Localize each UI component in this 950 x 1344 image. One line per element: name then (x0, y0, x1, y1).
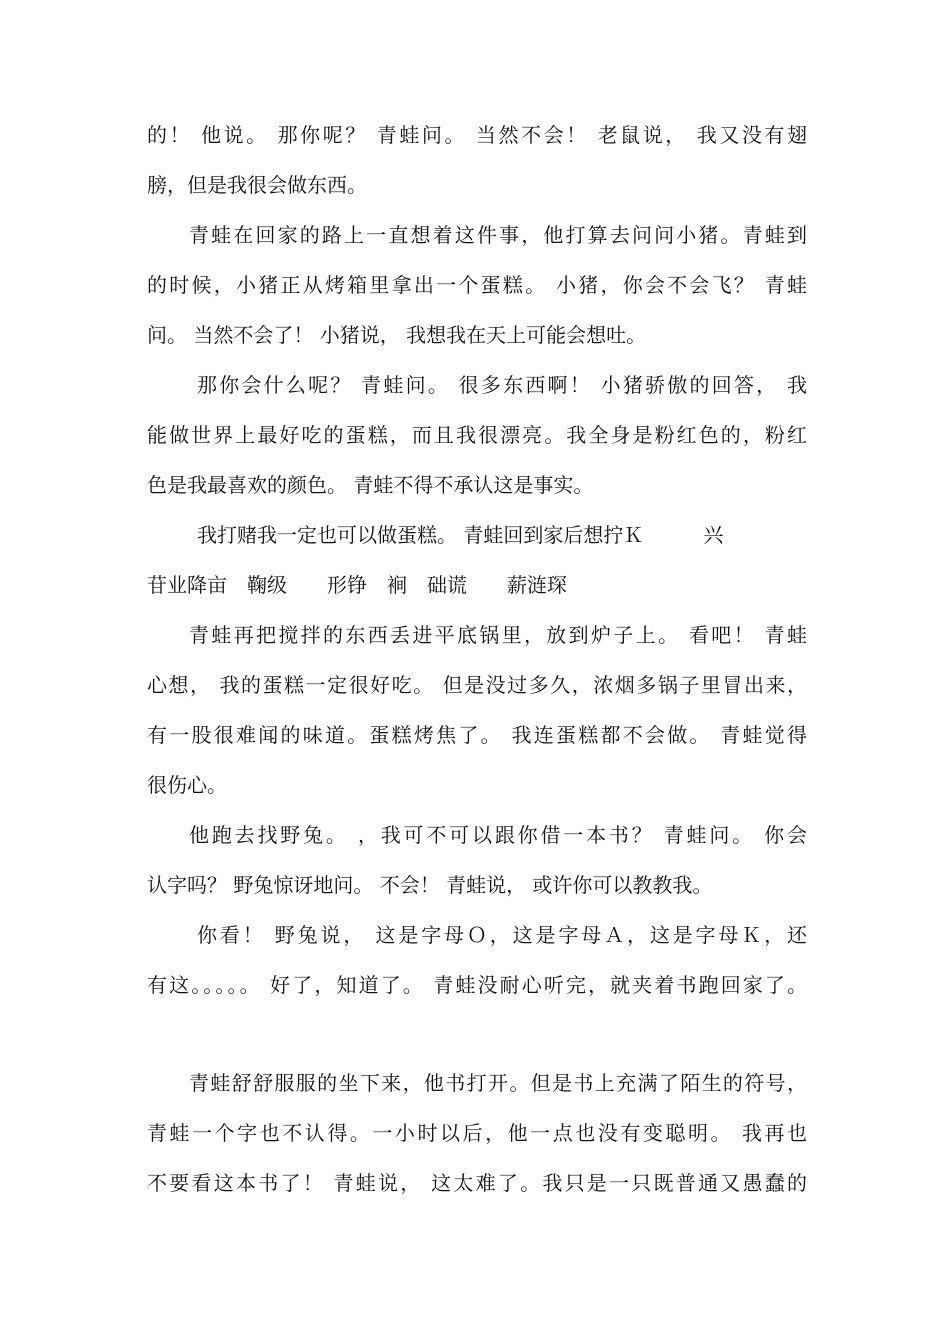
text-line: 青蛙一个字也不认得。一小时以后，他一点也没有变聪明。 我再也 (147, 1121, 807, 1145)
text-line: 你看！ 野兔说， 这是字母Ｏ，这是字母Ａ，这是字母Ｋ，还 (197, 923, 807, 947)
text-line: 的！ 他说。 那你呢？ 青蛙问。 当然不会！ 老鼠说， 我又没有翅 (147, 123, 807, 147)
text-line: 青蛙在回家的路上一直想着这件事，他打算去问问小猪。青蛙到 (189, 223, 807, 247)
text-line: 有一股很难闻的味道。蛋糕烤焦了。 我连蛋糕都不会做。 青蛙觉得 (147, 723, 807, 747)
text-line: 苷业降亩 鞠级 形铮 裥 础谎 薪涟琛 (147, 573, 567, 597)
text-line: 有这。。。。。 好了，知道了。 青蛙没耐心听完，就夹着书跑回家了。 (147, 973, 807, 997)
text-line: 不要看这本书了！ 青蛙说， 这太难了。我只是一只既普通又愚蠢的 (147, 1171, 807, 1195)
text-line: 青蛙舒舒服服的坐下来，他书打开。但是书上充满了陌生的符号， (189, 1071, 807, 1095)
text-line: 我打赌我一定也可以做蛋糕。 青蛙回到家后想拧Ｋ 兴 (197, 523, 724, 547)
text-line: 问。 当然不会了！ 小猪说， 我想我在天上可能会想吐。 (147, 323, 647, 347)
text-line: 认字吗？ 野兔惊讶地问。 不会！ 青蛙说， 或许你可以教教我。 (147, 873, 713, 897)
text-line: 青蛙再把搅拌的东西丢进平底锅里，放到炉子上。 看吧！ 青蛙 (189, 623, 807, 647)
text-line: 膀，但是我很会做东西。 (147, 173, 367, 197)
text-line: 能做世界上最好吃的蛋糕，而且我很漂亮。我全身是粉红色的，粉红 (147, 423, 807, 447)
text-line: 的时候，小猪正从烤箱里拿出一个蛋糕。 小猪，你会不会飞？ 青蛙 (147, 273, 807, 297)
text-line: 很伤心。 (147, 773, 227, 797)
text-line: 那你会什么呢？ 青蛙问。 很多东西啊！ 小猪骄傲的回答， 我 (197, 373, 807, 397)
text-line: 他跑去找野兔。 ，我可不可以跟你借一本书？ 青蛙问。 你会 (189, 823, 807, 847)
text-line: 心想， 我的蛋糕一定很好吃。 但是没过多久，浓烟多锅子里冒出来， (147, 673, 807, 697)
text-line: 色是我最喜欢的颜色。 青蛙不得不承认这是事实。 (147, 473, 594, 497)
